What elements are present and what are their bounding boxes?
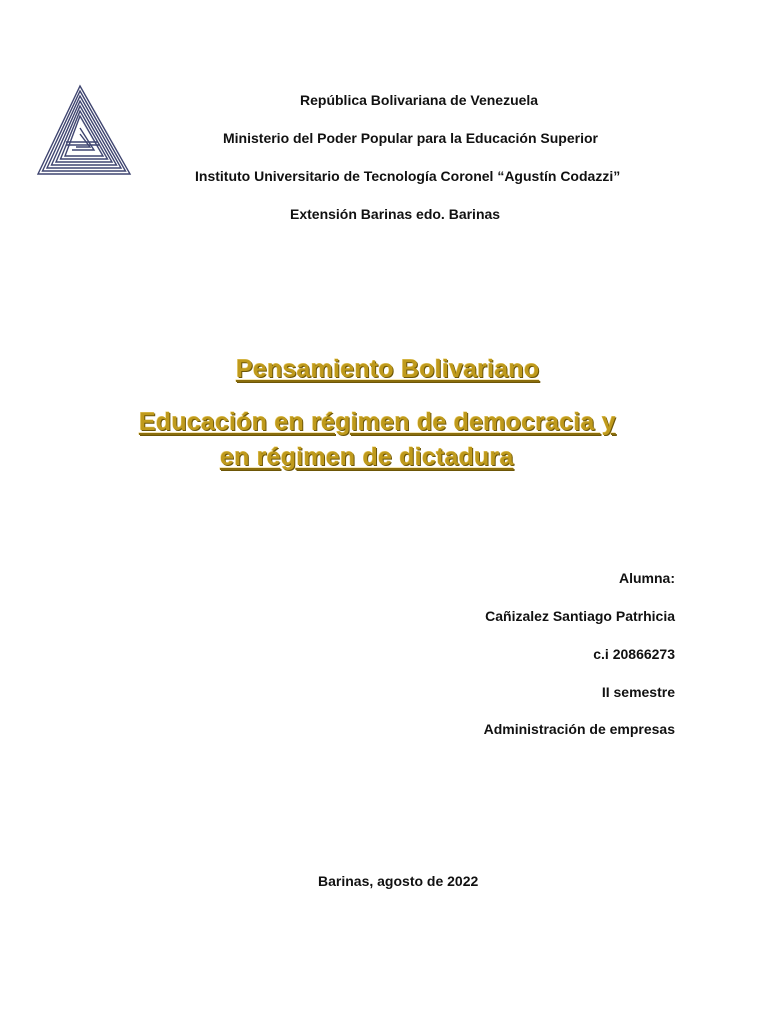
institute-heading: Instituto Universitario de Tecnología Coronel “Agustín Codazzi” xyxy=(195,168,621,184)
institute-triangle-logo-icon xyxy=(36,84,132,176)
student-program: Administración de empresas xyxy=(483,721,675,737)
extension-heading: Extensión Barinas edo. Barinas xyxy=(290,206,501,222)
country-heading: República Bolivariana de Venezuela xyxy=(300,92,539,108)
document-subtitle-line-1: Educación en régimen de democracia y xyxy=(139,408,616,436)
student-name: Cañizalez Santiago Patrhicia xyxy=(485,608,675,624)
document-title: Pensamiento Bolivariano xyxy=(236,355,540,383)
place-date: Barinas, agosto de 2022 xyxy=(318,873,479,889)
ministry-heading: Ministerio del Poder Popular para la Educación Superior xyxy=(223,130,598,146)
document-subtitle-line-2: en régimen de dictadura xyxy=(220,443,514,471)
student-label: Alumna: xyxy=(619,570,675,586)
student-semester: II semestre xyxy=(601,684,675,700)
student-id: c.i 20866273 xyxy=(593,646,675,662)
